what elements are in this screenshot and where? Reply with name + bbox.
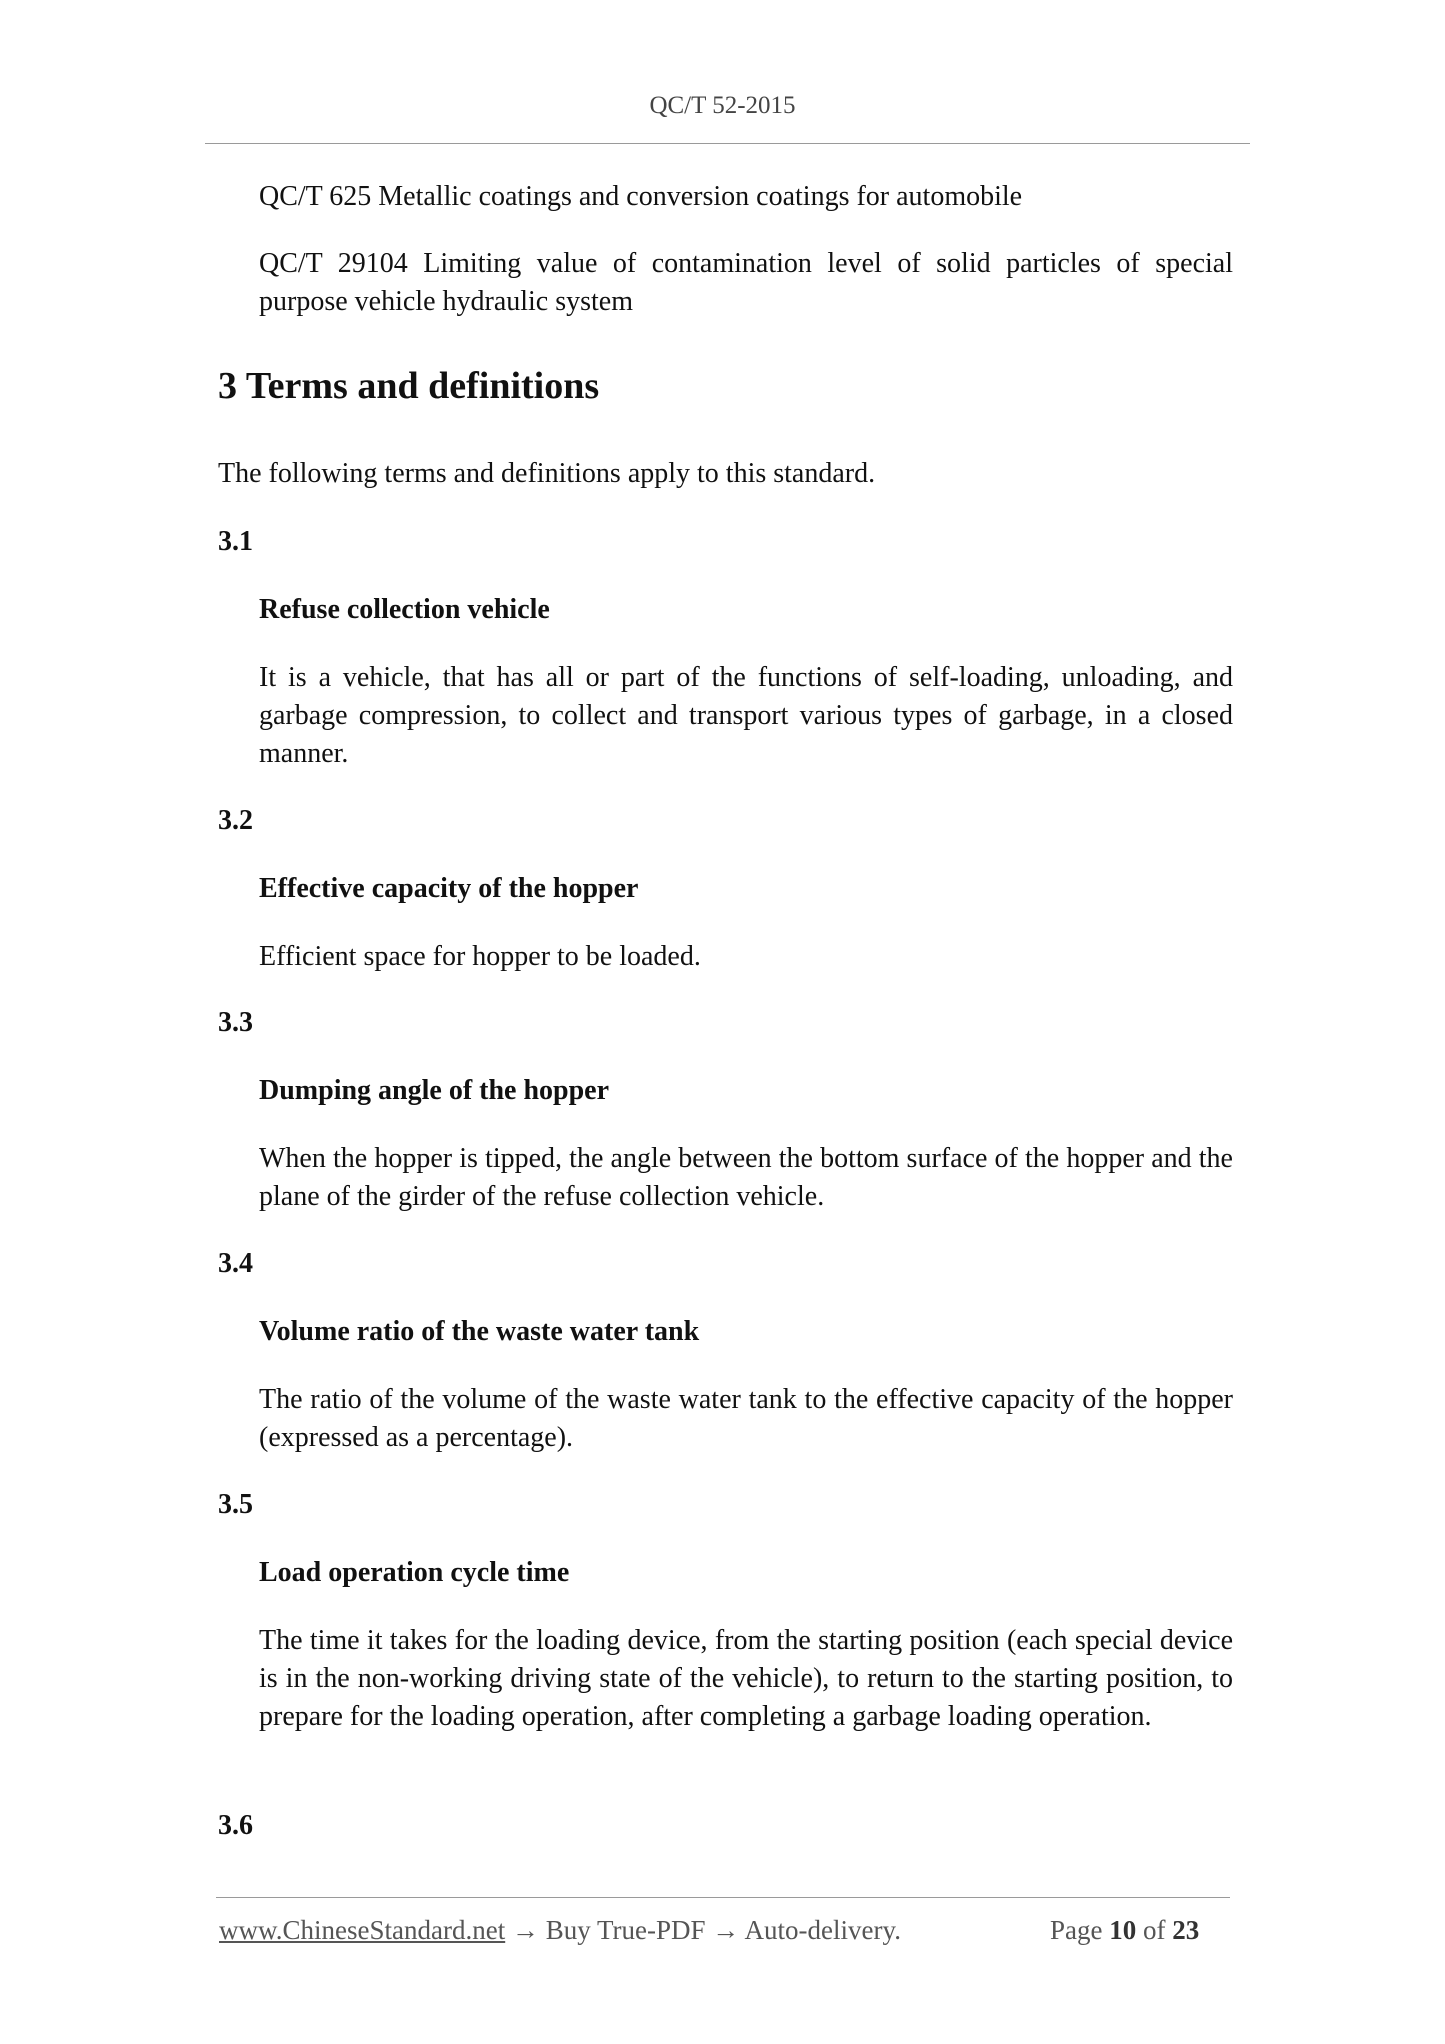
term-number: 3.5 <box>218 1489 253 1520</box>
term-definition: The ratio of the volume of the waste water tank to the effective capacity of the hopper (expressed as a percentage). <box>259 1384 1233 1453</box>
section-intro: The following terms and definitions apply to this standard. <box>218 458 876 489</box>
term-number: 3.6 <box>218 1810 253 1841</box>
reference-item: QC/T 625 Metallic coatings and conversion coatings for automobile <box>259 181 1023 212</box>
arrow-right-icon: → <box>712 1915 740 1945</box>
page-label: Page <box>1050 1915 1103 1945</box>
footer-divider <box>216 1897 1230 1898</box>
footer-promo <box>219 1915 901 1946</box>
reference-item: QC/T 29104 Limiting value of contamination level of solid particles of special purpose vehicle hydraulic system <box>259 248 1233 317</box>
of-label: of <box>1142 1915 1166 1945</box>
term-number: 3.2 <box>218 805 253 836</box>
term-title: Effective capacity of the hopper <box>259 873 639 904</box>
term-number: 3.4 <box>218 1248 253 1279</box>
page-indicator <box>1050 1915 1199 1946</box>
website-link[interactable]: www.ChineseStandard.net <box>219 1915 506 1945</box>
header-divider <box>205 143 1250 144</box>
total-pages-number: 23 <box>1172 1915 1200 1945</box>
term-title: Volume ratio of the waste water tank <box>259 1316 700 1347</box>
current-page-number: 10 <box>1109 1915 1137 1945</box>
arrow-right-icon: → <box>511 1915 539 1945</box>
term-title: Load operation cycle time <box>259 1557 570 1588</box>
term-definition: The time it takes for the loading device, from the starting position (each special device is in the non-working driving state of the vehicle), to return to the starting position, to prepare for the loading operation, after completing a garbage loading operation. <box>259 1625 1233 1732</box>
document-header-title: QC/T 52-2015 <box>649 92 796 119</box>
auto-delivery-text: Auto-delivery. <box>744 1915 901 1945</box>
term-definition: When the hopper is tipped, the angle between the bottom surface of the hopper and the plane of the girder of the refuse collection vehicle. <box>259 1143 1233 1212</box>
term-title: Refuse collection vehicle <box>259 594 550 625</box>
buy-true-pdf-text: Buy True-PDF <box>545 1915 706 1945</box>
term-definition: It is a vehicle, that has all or part of the functions of self-loading, unloading, and garbage compression, to collect and transport various types of garbage, in a closed manner. <box>259 662 1233 769</box>
term-number: 3.3 <box>218 1007 253 1038</box>
term-number: 3.1 <box>218 526 253 557</box>
term-definition: Efficient space for hopper to be loaded. <box>259 941 701 972</box>
section-heading: 3 Terms and definitions <box>218 365 600 407</box>
term-title: Dumping angle of the hopper <box>259 1075 610 1106</box>
